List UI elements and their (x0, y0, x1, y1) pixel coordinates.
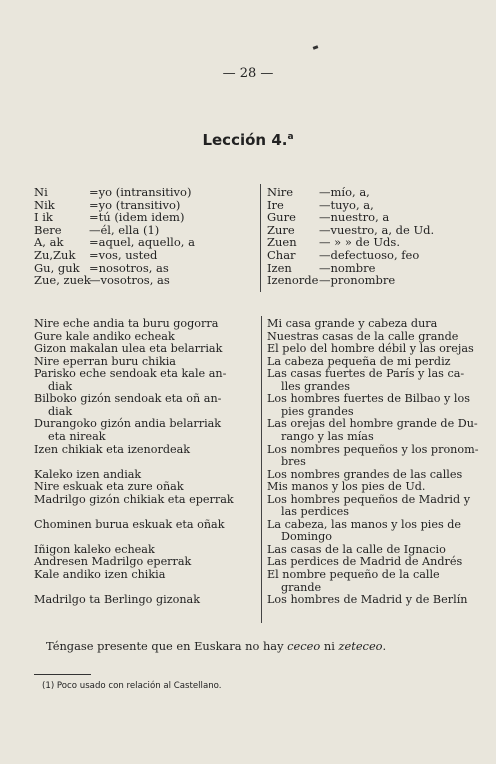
pronoun-basque: Char (267, 248, 296, 262)
pronoun-spanish: =nosotros, as (89, 260, 169, 275)
footnote: (1) Poco usado con relación al Castellano. (42, 681, 222, 691)
note-word-ceceo: ceceo (287, 639, 321, 653)
note-text-middle: ni (320, 639, 339, 653)
phrase-spanish: bres (281, 455, 306, 469)
ink-speck (313, 45, 319, 50)
phrase-spanish: Los hombres fuertes de Bilbao y los (267, 392, 470, 406)
phrase-spanish: Los hombres pequeños de Madrid y (267, 492, 471, 506)
pronoun-basque: Zue, zuek (34, 273, 91, 288)
phrase-basque: Durangoko gizón andia belarriak (34, 417, 222, 431)
pronoun-table-divider (260, 184, 261, 292)
phrase-basque: Nire eskuak eta zure oñak (34, 480, 184, 494)
pronoun-basque: Nik (34, 197, 55, 212)
phrase-spanish: Domingo (281, 530, 332, 544)
pronoun-spanish: —defectuoso, feo (319, 248, 420, 262)
pronoun-basque: I ik (34, 210, 53, 225)
pronoun-spanish: —vuestro, a, de Ud. (319, 222, 435, 237)
note-word-zeteceo: zeteceo (338, 639, 383, 653)
pronoun-basque: Zuen (267, 235, 297, 250)
phrase-basque: Gure kale andiko echeak (34, 329, 175, 343)
phrase-spanish: Las perdices de Madrid de Andrés (267, 555, 463, 569)
phrase-spanish: Mi casa grande y cabeza dura (267, 317, 438, 330)
ceceo-note (46, 639, 466, 653)
phrase-spanish: rango y las mías (281, 429, 374, 443)
phrase-spanish: lles grandes (281, 379, 350, 393)
phrase-spanish: Mis manos y los pies de Ud. (267, 480, 426, 494)
pronoun-basque: Ni (34, 185, 48, 199)
phrase-basque: diak (48, 379, 73, 393)
phrase-basque: Andresen Madrilgo eperrak (34, 555, 192, 569)
pronoun-basque: Bere (34, 222, 62, 237)
pronoun-basque: Gu, guk (34, 260, 80, 275)
pronoun-basque: A, ak (34, 235, 64, 250)
phrase-spanish: Nuestras casas de la calle grande (267, 329, 459, 343)
phrase-spanish: Los hombres de Madrid y de Berlín (267, 593, 468, 607)
pronoun-spanish: =yo (intransitivo) (89, 185, 192, 199)
pronoun-spanish: —nombre (319, 260, 376, 275)
note-text-start: Téngase presente que en Euskara no hay (46, 639, 288, 653)
phrase-basque: Iñigon kaleko echeak (34, 542, 155, 556)
phrase-spanish: grande (281, 580, 322, 594)
pronoun-basque: Gure (267, 210, 296, 225)
pronoun-spanish: —pronombre (319, 273, 396, 288)
phrase-basque: Gizon makalan ulea eta belarriak (34, 342, 223, 356)
phrase-spanish: Los nombres grandes de las calles (267, 467, 463, 481)
phrase-spanish: El nombre pequeño de la calle (267, 568, 440, 581)
page-number: — 28 — (222, 66, 274, 81)
phrase-basque: eta nireak (48, 429, 106, 443)
pronoun-spanish: =aquel, aquello, a (89, 235, 195, 250)
phrase-basque: diak (48, 404, 73, 418)
phrase-basque: Kaleko izen andiak (34, 467, 142, 481)
phrase-basque: Madrilgo gizón chikiak eta eperrak (34, 492, 234, 506)
phrase-spanish: El pelo del hombre débil y las orejas (267, 342, 474, 356)
pronoun-spanish: —vosotros, as (89, 273, 170, 288)
pronoun-basque: Ire (267, 197, 284, 212)
lesson-title-text: Lección 4. (202, 131, 288, 149)
pronoun-spanish: =tú (idem idem) (89, 210, 185, 225)
phrase-table-divider (261, 316, 262, 623)
phrase-spanish: La cabeza, las manos y los pies de (267, 517, 462, 531)
pronoun-spanish: —él, ella (1) (89, 222, 160, 237)
pronoun-spanish: — » » de Uds. (319, 235, 400, 250)
lesson-title-superscript: a (287, 132, 294, 142)
pronoun-spanish: =yo (transitivo) (89, 197, 181, 212)
pronoun-basque: Izen (267, 260, 292, 275)
phrase-spanish: Los nombres pequeños y los pronom- (267, 442, 479, 456)
lesson-title (0, 131, 496, 149)
phrase-spanish: Las casas de la calle de Ignacio (267, 542, 446, 556)
pronoun-basque: Zure (267, 222, 295, 237)
phrase-spanish: Las orejas del hombre grande de Du- (267, 417, 478, 431)
phrase-basque: Bilboko gizón sendoak eta oñ an- (34, 392, 222, 406)
pronoun-basque: Zu,Zuk (34, 248, 76, 262)
phrase-spanish: pies grandes (281, 404, 354, 418)
phrase-basque: Nire eche andia ta buru gogorra (34, 317, 219, 330)
pronoun-spanish: —tuyo, a, (319, 197, 374, 212)
phrase-basque: Izen chikiak eta izenordeak (34, 442, 191, 456)
phrase-spanish: las perdices (281, 505, 350, 519)
phrase-basque: Nire eperran buru chikia (34, 354, 176, 368)
phrase-spanish: La cabeza pequeña de mi perdiz (267, 354, 451, 368)
pronoun-basque: Izenorde (267, 273, 319, 288)
footnote-rule (34, 674, 91, 675)
phrase-basque: Kale andiko izen chikia (34, 568, 166, 581)
note-text-end: . (382, 639, 387, 653)
phrase-basque: Chominen burua eskuak eta oñak (34, 517, 225, 531)
pronoun-basque: Nire (267, 185, 294, 199)
pronoun-spanish: —mío, a, (319, 185, 370, 199)
phrase-basque: Parisko eche sendoak eta kale an- (34, 367, 227, 381)
pronoun-spanish: —nuestro, a (319, 210, 390, 225)
phrase-spanish: Las casas fuertes de París y las ca- (267, 367, 465, 381)
phrase-basque: Madrilgo ta Berlingo gizonak (34, 593, 200, 607)
pronoun-spanish: =vos, usted (89, 248, 158, 262)
